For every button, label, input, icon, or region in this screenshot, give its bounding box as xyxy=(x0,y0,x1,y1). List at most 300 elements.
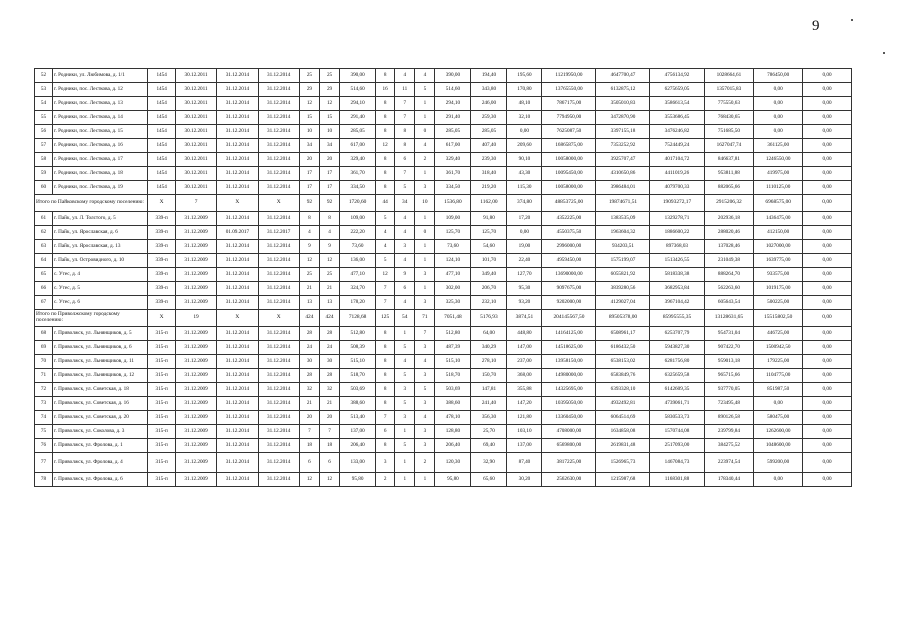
cell: 3 xyxy=(395,411,415,425)
cell: 54,60 xyxy=(471,240,507,254)
cell: 1454 xyxy=(148,139,176,153)
cell: 7 xyxy=(376,411,395,425)
cell: 54 xyxy=(35,97,53,111)
cell: 4017104,72 xyxy=(650,153,704,167)
cell: 1246550,00 xyxy=(754,153,803,167)
cell: 31.12.2014 xyxy=(258,397,299,411)
total-row xyxy=(35,195,852,212)
cell: 69 xyxy=(35,341,53,355)
cell: 424 xyxy=(319,310,339,327)
housing-table xyxy=(34,68,852,487)
cell: 3476246,82 xyxy=(650,125,704,139)
cell: 194,40 xyxy=(471,69,507,83)
cell: 30.12.2011 xyxy=(175,139,216,153)
cell: 125,70 xyxy=(435,226,471,240)
cell: 21 xyxy=(319,282,339,296)
cell: 599200,00 xyxy=(754,453,803,473)
cell: 10095450,00 xyxy=(542,167,596,181)
cell: 7 xyxy=(415,327,435,341)
cell: 120,30 xyxy=(435,453,471,473)
cell: 5 xyxy=(395,341,415,355)
cell: 31.12.2014 xyxy=(258,69,299,83)
cell: 31.12.2009 xyxy=(175,425,216,439)
cell-address: г. Приволжск, ул. Льнянщиков, д. 12 xyxy=(53,369,148,383)
cell: 4959450,00 xyxy=(542,254,596,268)
cell: 503,69 xyxy=(435,383,471,397)
cell: 31.12.2014 xyxy=(258,341,299,355)
cell: 64 xyxy=(35,254,53,268)
cell: 419975,00 xyxy=(754,167,803,181)
table-row xyxy=(35,97,852,111)
cell: 31.12.2009 xyxy=(175,439,216,453)
cell: 4310650,86 xyxy=(596,167,650,181)
cell: 31.12.2009 xyxy=(175,341,216,355)
cell: 9097675,00 xyxy=(542,282,596,296)
cell: 0,00 xyxy=(803,282,852,296)
cell: 206,40 xyxy=(435,439,471,453)
cell: 4 xyxy=(299,226,319,240)
cell: 4 xyxy=(319,226,339,240)
cell: 91,80 xyxy=(471,212,507,226)
cell: 125 xyxy=(376,310,395,327)
cell: 3874,51 xyxy=(507,310,542,327)
cell: 0,00 xyxy=(803,397,852,411)
cell: 6325659,58 xyxy=(650,369,704,383)
cell: 31.12.2014 xyxy=(258,254,299,268)
cell-address: г. Приволжск, ул. Фролова, д. 6 xyxy=(53,473,148,487)
cell: 325,30 xyxy=(435,296,471,310)
cell: 0,00 xyxy=(754,97,803,111)
cell: 19 xyxy=(175,310,216,327)
cell: 8 xyxy=(376,383,395,397)
cell: 68 xyxy=(35,327,53,341)
cell: 0,00 xyxy=(803,383,852,397)
cell: 31.12.2014 xyxy=(258,282,299,296)
cell: 4 xyxy=(395,212,415,226)
cell-address: г. Пайк, ул. Л. Толстого, д. 5 xyxy=(53,212,148,226)
cell: 1048600,00 xyxy=(754,439,803,453)
cell: 25 xyxy=(319,268,339,282)
cell: 7 xyxy=(376,296,395,310)
cell-address: с. Утес, д. 6 xyxy=(53,296,148,310)
cell: 18 xyxy=(299,439,319,453)
cell: 92 xyxy=(299,195,319,212)
cell: 204145567,50 xyxy=(542,310,596,327)
cell: 20 xyxy=(299,153,319,167)
cell: 388,60 xyxy=(340,397,376,411)
total-row xyxy=(35,310,852,327)
cell: 14325695,00 xyxy=(542,383,596,397)
cell: 12 xyxy=(376,268,395,282)
cell: 315-п xyxy=(148,453,176,473)
cell: 0,00 xyxy=(507,226,542,240)
cell: 31.12.2014 xyxy=(217,69,258,83)
cell: 1627047,74 xyxy=(704,139,754,153)
cell: 4550375,50 xyxy=(542,226,596,240)
cell: 24 xyxy=(299,341,319,355)
cell: 9 xyxy=(319,240,339,254)
table-row xyxy=(35,425,852,439)
cell: 487,39 xyxy=(435,341,471,355)
cell: 11219950,00 xyxy=(542,69,596,83)
scan-speck xyxy=(883,52,885,54)
cell: 315-п xyxy=(148,327,176,341)
cell: 30 xyxy=(299,355,319,369)
cell: 3553686,45 xyxy=(650,111,704,125)
cell: 339-п xyxy=(148,254,176,268)
cell: 1162,00 xyxy=(471,195,507,212)
cell: 93,20 xyxy=(507,296,542,310)
cell: 11 xyxy=(395,83,415,97)
cell: 31.12.2014 xyxy=(258,111,299,125)
table-row xyxy=(35,355,852,369)
table-row xyxy=(35,226,852,240)
cell: 1 xyxy=(415,254,435,268)
table-row xyxy=(35,181,852,195)
cell: 339-п xyxy=(148,296,176,310)
cell: 512,80 xyxy=(340,327,376,341)
cell-address: г. Родники, пос. Лесткова, д. 12 xyxy=(53,83,148,97)
cell: 0,00 xyxy=(754,125,803,139)
cell: 12 xyxy=(299,473,319,487)
cell: 31.12.2014 xyxy=(217,254,258,268)
cell: 115,30 xyxy=(507,181,542,195)
cell: 3 xyxy=(415,268,435,282)
cell: 1454 xyxy=(148,181,176,195)
cell: 1329278,71 xyxy=(650,212,704,226)
cell: 232,10 xyxy=(471,296,507,310)
cell: 31.12.2009 xyxy=(175,473,216,487)
cell: 315-п xyxy=(148,355,176,369)
cell: 76 xyxy=(35,439,53,453)
cell: 3505010,83 xyxy=(596,97,650,111)
cell: 31.12.2009 xyxy=(175,282,216,296)
cell: 315-п xyxy=(148,397,176,411)
cell: 7128,68 xyxy=(340,310,376,327)
cell: 31.12.2014 xyxy=(258,453,299,473)
cell: 1454 xyxy=(148,111,176,125)
cell: 374,80 xyxy=(507,195,542,212)
cell: 5 xyxy=(395,181,415,195)
cell: 7 xyxy=(395,97,415,111)
cell: 31.12.2009 xyxy=(175,397,216,411)
cell: 0,00 xyxy=(754,397,803,411)
cell: 8 xyxy=(376,369,395,383)
cell: 4756134,92 xyxy=(650,69,704,83)
cell: 127,70 xyxy=(507,268,542,282)
cell: 0,00 xyxy=(803,153,852,167)
cell: 0,00 xyxy=(803,296,852,310)
cell: 17,20 xyxy=(507,212,542,226)
cell-address: г. Пайк, ул. Островидного, д. 10 xyxy=(53,254,148,268)
cell: 34 xyxy=(319,139,339,153)
cell: 20 xyxy=(319,153,339,167)
cell: 13690000,00 xyxy=(542,268,596,282)
cell: 16865875,00 xyxy=(542,139,596,153)
cell: 12 xyxy=(319,473,339,487)
cell: 10 xyxy=(319,125,339,139)
cell: 231049,38 xyxy=(704,254,754,268)
cell: 103,10 xyxy=(507,425,542,439)
cell: 8 xyxy=(376,439,395,453)
cell: 31.12.2014 xyxy=(258,327,299,341)
cell: 1570744,08 xyxy=(650,425,704,439)
cell: 0,00 xyxy=(803,425,852,439)
cell-address: г. Приволжск, ул. Льнянщиков, д. 6 xyxy=(53,341,148,355)
cell: 3 xyxy=(376,453,395,473)
cell: 6186432,50 xyxy=(596,341,650,355)
cell: 31.12.2014 xyxy=(217,425,258,439)
cell-address: г. Приволжск, ул. Фролова, д. 4 xyxy=(53,453,148,473)
cell: 390,00 xyxy=(435,69,471,83)
cell: 965715,66 xyxy=(704,369,754,383)
cell: 21 xyxy=(319,397,339,411)
cell: 95,80 xyxy=(340,473,376,487)
cell: 18 xyxy=(319,439,339,453)
cell-address: г. Приволжск, ул. Советская, д. 16 xyxy=(53,397,148,411)
cell: 3 xyxy=(415,181,435,195)
table-row xyxy=(35,411,852,425)
cell: 7 xyxy=(319,425,339,439)
cell: 334,50 xyxy=(340,181,376,195)
cell: 25 xyxy=(299,69,319,83)
cell: 31.12.2014 xyxy=(217,397,258,411)
cell: 285,05 xyxy=(471,125,507,139)
cell: 1639775,00 xyxy=(754,254,803,268)
cell: 1262600,00 xyxy=(754,425,803,439)
cell: 13 xyxy=(299,296,319,310)
cell: 31.12.2014 xyxy=(217,282,258,296)
cell: 508,39 xyxy=(340,341,376,355)
cell: 0,00 xyxy=(803,125,852,139)
cell: 6508961,17 xyxy=(596,327,650,341)
cell: 294,10 xyxy=(340,97,376,111)
cell: 3 xyxy=(415,425,435,439)
cell: 0,00 xyxy=(803,327,852,341)
cell: 0,00 xyxy=(754,111,803,125)
cell: 31.12.2014 xyxy=(217,355,258,369)
cell: 32 xyxy=(299,383,319,397)
cell: 31.12.2014 xyxy=(217,268,258,282)
cell-address: г. Родники, пос. Лесткова, д. 15 xyxy=(53,125,148,139)
cell: 349,40 xyxy=(471,268,507,282)
cell: 239,30 xyxy=(471,153,507,167)
cell: 4 xyxy=(395,254,415,268)
cell: 17 xyxy=(319,167,339,181)
cell: 31.12.2014 xyxy=(217,111,258,125)
cell: 4 xyxy=(376,226,395,240)
cell: 329,40 xyxy=(340,153,376,167)
cell: 291,40 xyxy=(340,111,376,125)
cell: 43,30 xyxy=(507,167,542,181)
cell: 4 xyxy=(395,226,415,240)
cell: 71 xyxy=(35,369,53,383)
cell: 478,10 xyxy=(435,411,471,425)
cell: 31.12.2014 xyxy=(258,153,299,167)
cell: 8 xyxy=(376,355,395,369)
cell: 87,40 xyxy=(507,453,542,473)
cell: 75 xyxy=(35,425,53,439)
cell: 8 xyxy=(376,97,395,111)
cell: 7353252,92 xyxy=(596,139,650,153)
table-row xyxy=(35,69,852,83)
cell: 278,10 xyxy=(471,355,507,369)
cell: 31.12.2014 xyxy=(217,473,258,487)
page-number: 9 xyxy=(812,18,820,34)
cell: 0,00 xyxy=(803,97,852,111)
cell: 19874671,51 xyxy=(596,195,650,212)
cell: 150,70 xyxy=(471,369,507,383)
cell: 890126,58 xyxy=(704,411,754,425)
cell: 302,00 xyxy=(435,282,471,296)
cell: 52 xyxy=(35,69,53,83)
cell: 4932492,81 xyxy=(596,397,650,411)
cell: 31.12.2009 xyxy=(175,383,216,397)
cell: 31.12.2014 xyxy=(217,97,258,111)
cell: 0,00 xyxy=(803,453,852,473)
cell: 1526965,73 xyxy=(596,453,650,473)
cell: 31.12.2014 xyxy=(217,167,258,181)
cell: 0,00 xyxy=(803,167,852,181)
cell: 32,90 xyxy=(471,453,507,473)
cell: 7051,48 xyxy=(435,310,471,327)
cell: 562263,60 xyxy=(704,282,754,296)
cell: 3 xyxy=(395,383,415,397)
cell: 0,00 xyxy=(803,268,852,282)
cell: 1 xyxy=(415,97,435,111)
cell: 13958150,00 xyxy=(542,355,596,369)
cell: 73,60 xyxy=(435,240,471,254)
cell: 223974,54 xyxy=(704,453,754,473)
cell: 31.12.2014 xyxy=(258,411,299,425)
table-row xyxy=(35,83,852,97)
cell: 7867175,00 xyxy=(542,97,596,111)
cell: 3817225,00 xyxy=(542,453,596,473)
cell: 10 xyxy=(299,125,319,139)
cell: 6 xyxy=(395,282,415,296)
cell: 147,00 xyxy=(507,341,542,355)
cell: 786450,00 xyxy=(754,69,803,83)
cell: 178,20 xyxy=(340,296,376,310)
cell: 14164125,00 xyxy=(542,327,596,341)
cell: 53 xyxy=(35,83,53,97)
cell: 25 xyxy=(299,268,319,282)
cell: 65 xyxy=(35,268,53,282)
cell: 514,60 xyxy=(435,83,471,97)
cell: 31.12.2014 xyxy=(258,240,299,254)
cell: 31.12.2014 xyxy=(217,153,258,167)
cell: 1454 xyxy=(148,69,176,83)
cell: 1019175,00 xyxy=(754,282,803,296)
total-label: Итого по Приволжскому городскому поселению: xyxy=(35,310,148,327)
cell: 7 xyxy=(395,111,415,125)
table-row xyxy=(35,111,852,125)
cell: 9 xyxy=(395,268,415,282)
cell: 288020,46 xyxy=(704,226,754,240)
cell: 31.12.2014 xyxy=(258,139,299,153)
cell: 222,20 xyxy=(340,226,376,240)
cell: 477,10 xyxy=(340,268,376,282)
cell: 14518625,00 xyxy=(542,341,596,355)
cell: 3 xyxy=(395,240,415,254)
cell: 137,00 xyxy=(340,425,376,439)
cell-address: г. Приволжск, ул. Льнянщиков, д. 5 xyxy=(53,327,148,341)
cell: 3925707,47 xyxy=(596,153,650,167)
cell: 5 xyxy=(376,254,395,268)
cell: 73,60 xyxy=(340,240,376,254)
cell-address: г. Родники, пос. Лесткова, д. 19 xyxy=(53,181,148,195)
cell: 0,00 xyxy=(754,83,803,97)
cell: 25,70 xyxy=(471,425,507,439)
cell: 19093272,17 xyxy=(650,195,704,212)
cell: 933575,00 xyxy=(754,268,803,282)
cell: 0,00 xyxy=(803,411,852,425)
cell: 315-п xyxy=(148,473,176,487)
cell: 3967104,42 xyxy=(650,296,704,310)
cell: 55 xyxy=(35,111,53,125)
cell: 31.12.2014 xyxy=(258,296,299,310)
cell: 959013,18 xyxy=(704,355,754,369)
cell: 1963604,32 xyxy=(596,226,650,240)
cell: 2 xyxy=(415,153,435,167)
cell: 6142609,35 xyxy=(650,383,704,397)
cell: 5943827,30 xyxy=(650,341,704,355)
table-row xyxy=(35,473,852,487)
cell: 12 xyxy=(299,97,319,111)
cell: 13765550,00 xyxy=(542,83,596,97)
cell: 7524449,24 xyxy=(650,139,704,153)
cell: 5 xyxy=(415,383,435,397)
cell: 30,20 xyxy=(507,473,542,487)
cell: 21 xyxy=(299,397,319,411)
cell: X xyxy=(217,310,258,327)
cell: 1 xyxy=(415,167,435,181)
cell: 12 xyxy=(319,97,339,111)
cell: 8 xyxy=(395,139,415,153)
cell-address: г. Приволжск, ул. Соколова, д. 3 xyxy=(53,425,148,439)
cell: 5 xyxy=(395,439,415,453)
cell: 31.12.2014 xyxy=(217,139,258,153)
table-row xyxy=(35,439,852,453)
cell: 147,20 xyxy=(507,397,542,411)
cell: 61 xyxy=(35,212,53,226)
table-row xyxy=(35,212,852,226)
cell: 851987,50 xyxy=(754,383,803,397)
cell: 2619831,48 xyxy=(596,439,650,453)
cell: 31.12.2014 xyxy=(258,383,299,397)
table-row xyxy=(35,153,852,167)
cell: 448,80 xyxy=(507,327,542,341)
cell: 31.12.2014 xyxy=(258,355,299,369)
cell: 1720,60 xyxy=(340,195,376,212)
cell: 412150,00 xyxy=(754,226,803,240)
cell: 0,00 xyxy=(803,83,852,97)
cell: 500225,00 xyxy=(754,296,803,310)
cell: 1 xyxy=(415,282,435,296)
cell: 6583849,76 xyxy=(596,369,650,383)
cell: 1168301,88 xyxy=(650,473,704,487)
cell: 48,10 xyxy=(507,97,542,111)
cell-address: г. Приволжск, ул. Советская, д. 18 xyxy=(53,383,148,397)
cell: 31.12.2014 xyxy=(258,83,299,97)
cell: 1 xyxy=(415,111,435,125)
cell: 3 xyxy=(415,397,435,411)
cell: 8 xyxy=(376,69,395,83)
cell: 95,80 xyxy=(435,473,471,487)
cell: 28 xyxy=(319,369,339,383)
cell: 17 xyxy=(299,167,319,181)
cell: 90,10 xyxy=(507,153,542,167)
